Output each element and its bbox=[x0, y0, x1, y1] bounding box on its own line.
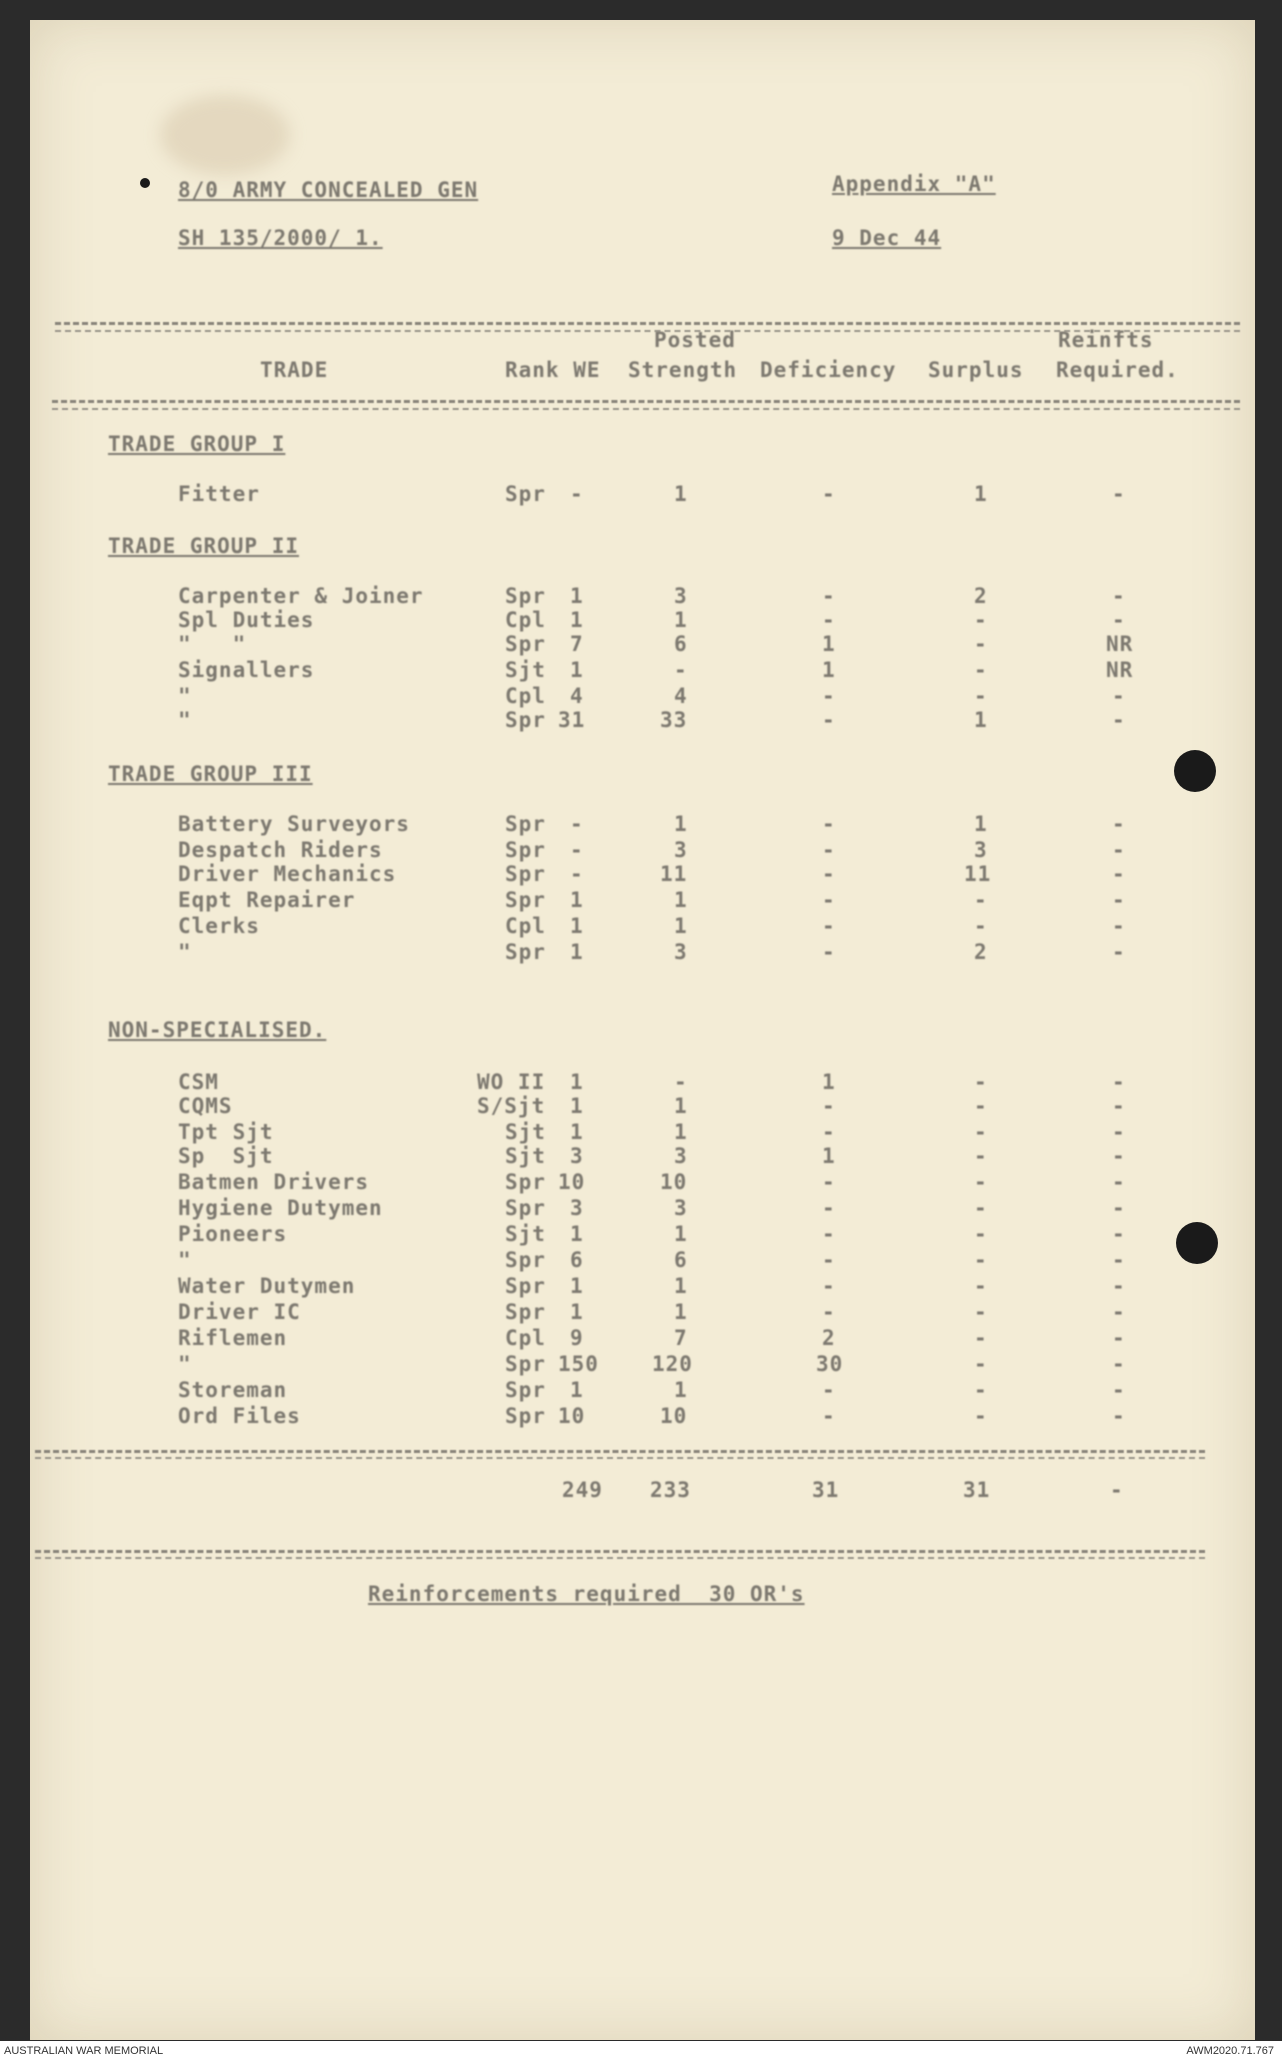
row-we: 7 bbox=[570, 632, 584, 656]
row-required: - bbox=[1112, 1352, 1126, 1376]
row-required: NR bbox=[1106, 632, 1134, 656]
row-we: 1 bbox=[570, 1378, 584, 1402]
document-date: 9 Dec 44 bbox=[832, 226, 942, 250]
row-required: - bbox=[1112, 1120, 1126, 1144]
row-required: - bbox=[1112, 482, 1126, 506]
header-rule-top bbox=[55, 322, 1240, 325]
row-posted: 10 bbox=[660, 1170, 688, 1194]
row-trade: Driver IC bbox=[178, 1300, 301, 1324]
row-rank: Spr bbox=[505, 1248, 546, 1272]
row-posted: 3 bbox=[674, 1196, 688, 1220]
row-we: 9 bbox=[570, 1326, 584, 1350]
row-posted: 7 bbox=[674, 1326, 688, 1350]
group-title: TRADE GROUP I bbox=[108, 432, 286, 456]
row-surplus: - bbox=[974, 1248, 988, 1272]
row-deficiency: - bbox=[822, 914, 836, 938]
row-posted: 1 bbox=[674, 482, 688, 506]
row-we: 1 bbox=[570, 1094, 584, 1118]
reinforcement-note: Reinforcements required 30 OR's bbox=[368, 1582, 805, 1606]
row-deficiency: - bbox=[822, 1404, 836, 1428]
row-posted: 1 bbox=[674, 1300, 688, 1324]
row-surplus: - bbox=[974, 1196, 988, 1220]
row-required: - bbox=[1112, 1300, 1126, 1324]
ink-smudge bbox=[160, 95, 290, 175]
row-required: - bbox=[1112, 888, 1126, 912]
row-required: - bbox=[1112, 1094, 1126, 1118]
row-rank: Spr bbox=[505, 632, 546, 656]
row-rank: Spr bbox=[505, 1352, 546, 1376]
row-rank: Spr bbox=[505, 812, 546, 836]
row-required: - bbox=[1112, 708, 1126, 732]
archive-source: AUSTRALIAN WAR MEMORIAL bbox=[4, 2045, 164, 2057]
col-posted-header-bottom: Strength bbox=[628, 358, 738, 382]
row-rank: WO II bbox=[477, 1070, 546, 1094]
row-rank: Spr bbox=[505, 862, 546, 886]
row-required: - bbox=[1112, 1248, 1126, 1272]
row-surplus: - bbox=[974, 1120, 988, 1144]
row-we: 3 bbox=[570, 1144, 584, 1168]
row-rank: Spr bbox=[505, 708, 546, 732]
row-deficiency: - bbox=[822, 584, 836, 608]
row-surplus: - bbox=[974, 1094, 988, 1118]
total-deficiency: 31 bbox=[812, 1478, 840, 1502]
total-posted: 233 bbox=[650, 1478, 691, 1502]
archive-accession: AWM2020.71.767 bbox=[1186, 2045, 1274, 2057]
col-posted-header-top: Posted bbox=[654, 328, 736, 352]
punch-hole-upper bbox=[1174, 750, 1216, 792]
row-rank: Spr bbox=[505, 482, 546, 506]
row-posted: 1 bbox=[674, 1094, 688, 1118]
row-we: - bbox=[570, 838, 584, 862]
punch-hole-lower bbox=[1176, 1222, 1218, 1264]
row-posted: 1 bbox=[674, 914, 688, 938]
row-trade: Sp Sjt bbox=[178, 1144, 274, 1168]
row-we: 1 bbox=[570, 940, 584, 964]
unit-heading: 8/0 ARMY CONCEALED GEN bbox=[178, 178, 479, 202]
row-posted: 6 bbox=[674, 1248, 688, 1272]
row-surplus: 1 bbox=[974, 482, 988, 506]
row-trade: " bbox=[178, 940, 192, 964]
row-deficiency: - bbox=[822, 888, 836, 912]
row-we: 1 bbox=[570, 1222, 584, 1246]
row-trade: Clerks bbox=[178, 914, 260, 938]
row-rank: Spr bbox=[505, 1378, 546, 1402]
row-surplus: 2 bbox=[974, 940, 988, 964]
row-required: - bbox=[1112, 1144, 1126, 1168]
row-trade: Ord Files bbox=[178, 1404, 301, 1428]
row-trade: Tpt Sjt bbox=[178, 1120, 274, 1144]
row-posted: 1 bbox=[674, 1274, 688, 1298]
total-we: 249 bbox=[562, 1478, 603, 1502]
col-surplus-header: Surplus bbox=[928, 358, 1024, 382]
row-required: - bbox=[1112, 608, 1126, 632]
row-posted: 1 bbox=[674, 812, 688, 836]
row-we: 10 bbox=[558, 1404, 586, 1428]
row-we: 150 bbox=[558, 1352, 599, 1376]
row-trade: " bbox=[178, 708, 192, 732]
row-surplus: - bbox=[974, 1222, 988, 1246]
row-surplus: 1 bbox=[974, 812, 988, 836]
row-posted: 120 bbox=[652, 1352, 693, 1376]
row-we: 1 bbox=[570, 1070, 584, 1094]
row-deficiency: - bbox=[822, 1300, 836, 1324]
row-rank: Cpl bbox=[505, 684, 546, 708]
row-trade: Pioneers bbox=[178, 1222, 288, 1246]
row-we: 31 bbox=[558, 708, 586, 732]
row-required: - bbox=[1112, 1196, 1126, 1220]
row-trade: " bbox=[178, 1248, 192, 1272]
row-deficiency: - bbox=[822, 1222, 836, 1246]
row-required: - bbox=[1112, 1404, 1126, 1428]
row-deficiency: - bbox=[822, 838, 836, 862]
row-rank: Cpl bbox=[505, 1326, 546, 1350]
row-posted: 10 bbox=[660, 1404, 688, 1428]
row-required: - bbox=[1112, 1170, 1126, 1194]
row-deficiency: - bbox=[822, 1274, 836, 1298]
row-trade: Driver Mechanics bbox=[178, 862, 397, 886]
row-deficiency: - bbox=[822, 684, 836, 708]
row-trade: Eqpt Repairer bbox=[178, 888, 356, 912]
row-required: - bbox=[1112, 1070, 1126, 1094]
row-surplus: - bbox=[974, 888, 988, 912]
row-deficiency: 1 bbox=[822, 632, 836, 656]
row-we: 1 bbox=[570, 1120, 584, 1144]
row-trade: CQMS bbox=[178, 1094, 233, 1118]
row-surplus: - bbox=[974, 608, 988, 632]
row-rank: Sjt bbox=[505, 1120, 546, 1144]
col-reinf-header-top: Reinfts bbox=[1058, 328, 1154, 352]
row-posted: 3 bbox=[674, 838, 688, 862]
row-trade: Water Dutymen bbox=[178, 1274, 356, 1298]
row-posted: 1 bbox=[674, 1222, 688, 1246]
row-posted: 3 bbox=[674, 1144, 688, 1168]
row-rank: Spr bbox=[505, 888, 546, 912]
row-rank: Spr bbox=[505, 1196, 546, 1220]
row-we: 1 bbox=[570, 658, 584, 682]
row-posted: - bbox=[674, 1070, 688, 1094]
row-surplus: 1 bbox=[974, 708, 988, 732]
row-surplus: - bbox=[974, 1274, 988, 1298]
row-we: - bbox=[570, 812, 584, 836]
group-title: TRADE GROUP III bbox=[108, 762, 313, 786]
row-rank: Sjt bbox=[505, 658, 546, 682]
row-deficiency: - bbox=[822, 862, 836, 886]
row-surplus: 3 bbox=[974, 838, 988, 862]
row-rank: Spr bbox=[505, 1170, 546, 1194]
row-we: 10 bbox=[558, 1170, 586, 1194]
row-posted: 3 bbox=[674, 940, 688, 964]
row-surplus: 11 bbox=[964, 862, 992, 886]
row-surplus: - bbox=[974, 914, 988, 938]
row-deficiency: - bbox=[822, 608, 836, 632]
total-surplus: 31 bbox=[963, 1478, 991, 1502]
row-posted: 4 bbox=[674, 684, 688, 708]
row-surplus: - bbox=[974, 1144, 988, 1168]
row-surplus: - bbox=[974, 1300, 988, 1324]
row-we: 1 bbox=[570, 1274, 584, 1298]
row-surplus: 2 bbox=[974, 584, 988, 608]
row-posted: 1 bbox=[674, 1120, 688, 1144]
col-reinf-header-bottom: Required. bbox=[1056, 358, 1179, 382]
row-surplus: - bbox=[974, 1352, 988, 1376]
group-title: NON-SPECIALISED. bbox=[108, 1018, 327, 1042]
row-rank: Cpl bbox=[505, 608, 546, 632]
row-deficiency: 30 bbox=[816, 1352, 844, 1376]
row-surplus: - bbox=[974, 658, 988, 682]
row-trade: Spl Duties bbox=[178, 608, 315, 632]
row-required: - bbox=[1112, 812, 1126, 836]
row-we: 1 bbox=[570, 584, 584, 608]
row-rank: Spr bbox=[505, 1404, 546, 1428]
row-deficiency: - bbox=[822, 1196, 836, 1220]
row-deficiency: - bbox=[822, 1378, 836, 1402]
appendix-label: Appendix "A" bbox=[832, 172, 996, 196]
totals-rule-bottom bbox=[35, 1550, 1205, 1553]
header-rule-bottom bbox=[52, 400, 1240, 403]
row-rank: Cpl bbox=[505, 914, 546, 938]
row-trade: Riflemen bbox=[178, 1326, 288, 1350]
totals-rule-top-2 bbox=[35, 1457, 1205, 1459]
row-deficiency: 1 bbox=[822, 1144, 836, 1168]
col-rank-we-header: Rank WE bbox=[505, 358, 601, 382]
row-deficiency: - bbox=[822, 1248, 836, 1272]
row-posted: 1 bbox=[674, 888, 688, 912]
row-trade: " bbox=[178, 684, 192, 708]
row-required: - bbox=[1112, 1378, 1126, 1402]
col-trade-header: TRADE bbox=[260, 358, 329, 382]
row-we: - bbox=[570, 482, 584, 506]
row-trade: Fitter bbox=[178, 482, 260, 506]
row-rank: Spr bbox=[505, 940, 546, 964]
row-surplus: - bbox=[974, 632, 988, 656]
row-deficiency: - bbox=[822, 482, 836, 506]
row-surplus: - bbox=[974, 1070, 988, 1094]
row-we: 1 bbox=[570, 608, 584, 632]
total-required: - bbox=[1110, 1478, 1124, 1502]
row-we: 6 bbox=[570, 1248, 584, 1272]
row-rank: S/Sjt bbox=[477, 1094, 546, 1118]
row-trade: " bbox=[178, 1352, 192, 1376]
row-posted: 1 bbox=[674, 608, 688, 632]
row-deficiency: 1 bbox=[822, 658, 836, 682]
row-deficiency: 2 bbox=[822, 1326, 836, 1350]
group-title: TRADE GROUP II bbox=[108, 534, 300, 558]
row-deficiency: - bbox=[822, 1170, 836, 1194]
row-posted: - bbox=[674, 658, 688, 682]
row-posted: 6 bbox=[674, 632, 688, 656]
row-we: 1 bbox=[570, 1300, 584, 1324]
row-trade: Despatch Riders bbox=[178, 838, 383, 862]
row-deficiency: 1 bbox=[822, 1070, 836, 1094]
row-posted: 11 bbox=[660, 862, 688, 886]
row-trade: Signallers bbox=[178, 658, 315, 682]
totals-rule-bottom-2 bbox=[35, 1557, 1205, 1559]
row-surplus: - bbox=[974, 1170, 988, 1194]
row-surplus: - bbox=[974, 1378, 988, 1402]
row-surplus: - bbox=[974, 684, 988, 708]
row-deficiency: - bbox=[822, 812, 836, 836]
row-required: - bbox=[1112, 1274, 1126, 1298]
row-rank: Sjt bbox=[505, 1222, 546, 1246]
row-required: NR bbox=[1106, 658, 1134, 682]
row-trade: Carpenter & Joiner bbox=[178, 584, 424, 608]
row-required: - bbox=[1112, 838, 1126, 862]
row-required: - bbox=[1112, 684, 1126, 708]
col-deficiency-header: Deficiency bbox=[760, 358, 897, 382]
row-rank: Spr bbox=[505, 1300, 546, 1324]
row-posted: 1 bbox=[674, 1378, 688, 1402]
row-trade: Storeman bbox=[178, 1378, 288, 1402]
row-rank: Spr bbox=[505, 584, 546, 608]
row-we: - bbox=[570, 862, 584, 886]
row-surplus: - bbox=[974, 1404, 988, 1428]
reference-number: SH 135/2000/ 1. bbox=[178, 226, 383, 250]
row-posted: 3 bbox=[674, 584, 688, 608]
row-surplus: - bbox=[974, 1326, 988, 1350]
row-rank: Sjt bbox=[505, 1144, 546, 1168]
row-we: 4 bbox=[570, 684, 584, 708]
row-trade: Battery Surveyors bbox=[178, 812, 410, 836]
archive-footer bbox=[0, 2041, 1282, 2061]
row-rank: Spr bbox=[505, 838, 546, 862]
row-required: - bbox=[1112, 1326, 1126, 1350]
row-required: - bbox=[1112, 862, 1126, 886]
row-deficiency: - bbox=[822, 1094, 836, 1118]
row-we: 1 bbox=[570, 914, 584, 938]
header-rule-bottom-2 bbox=[52, 408, 1240, 410]
row-trade: Batmen Drivers bbox=[178, 1170, 370, 1194]
ink-blot bbox=[140, 178, 150, 188]
row-we: 3 bbox=[570, 1196, 584, 1220]
row-required: - bbox=[1112, 914, 1126, 938]
row-rank: Spr bbox=[505, 1274, 546, 1298]
totals-rule-top bbox=[35, 1450, 1205, 1453]
row-trade: " " bbox=[178, 632, 247, 656]
row-posted: 33 bbox=[660, 708, 688, 732]
row-we: 1 bbox=[570, 888, 584, 912]
row-deficiency: - bbox=[822, 940, 836, 964]
row-deficiency: - bbox=[822, 1120, 836, 1144]
row-trade: CSM bbox=[178, 1070, 219, 1094]
row-required: - bbox=[1112, 940, 1126, 964]
row-deficiency: - bbox=[822, 708, 836, 732]
row-trade: Hygiene Dutymen bbox=[178, 1196, 383, 1220]
row-required: - bbox=[1112, 1222, 1126, 1246]
row-required: - bbox=[1112, 584, 1126, 608]
